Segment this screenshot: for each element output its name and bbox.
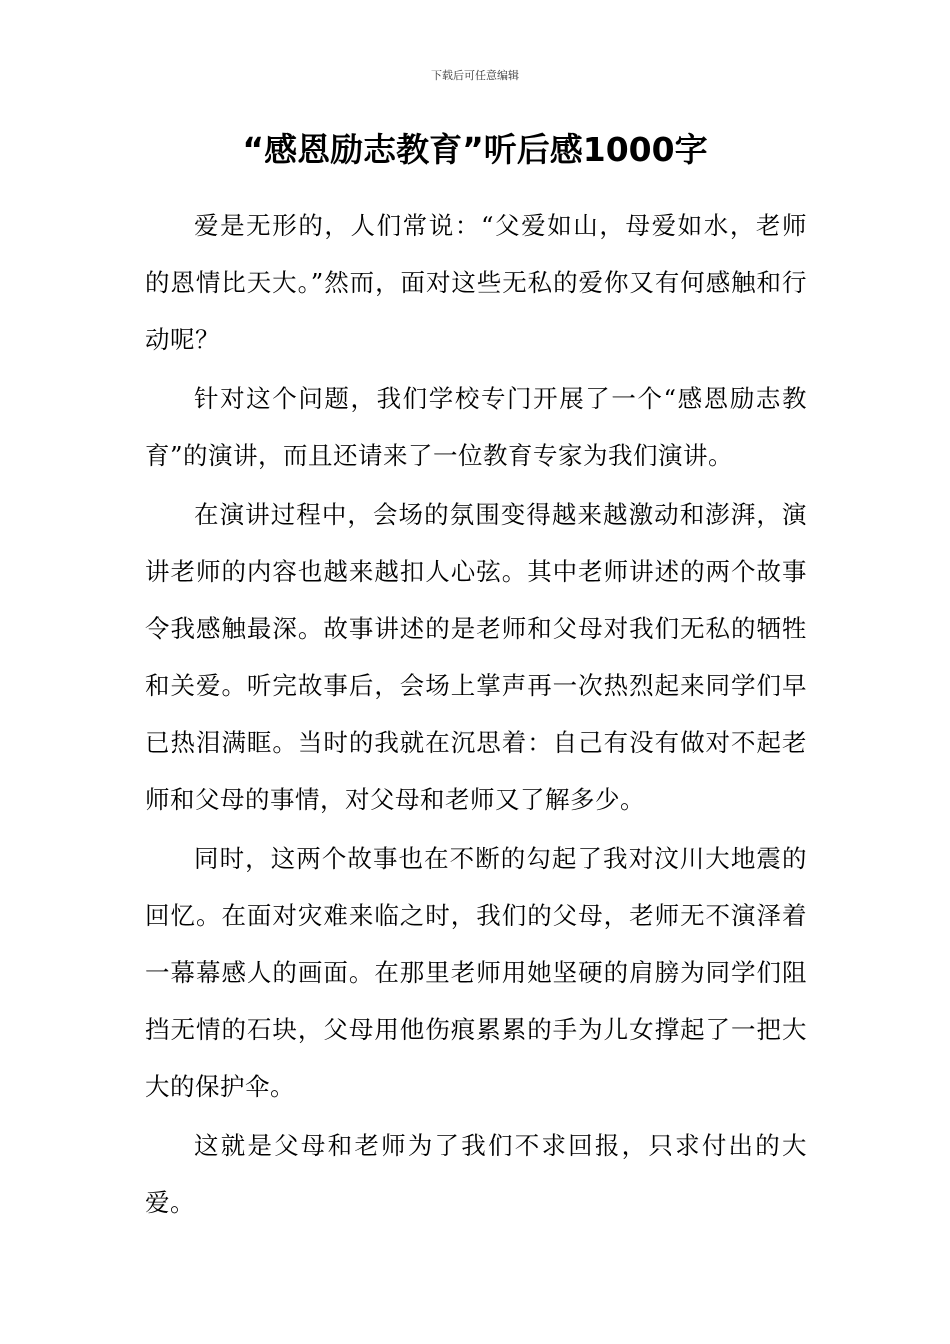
document-title: “感恩励志教育”听后感1000字 xyxy=(242,130,708,169)
header-note: 下载后可任意编辑 xyxy=(431,69,519,82)
paragraph-2: 针对这个问题，我们学校专门开展了一个“感恩励志教育”的演讲，而且还请来了一位教育专家为我们演讲。 xyxy=(145,384,807,470)
paragraph-1: 爱是无形的，人们常说：“父爱如山，母爱如水，老师的恩情比天大。”然而，面对这些无私的爱你又有何感触和行动呢？ xyxy=(145,211,807,354)
paragraph-5: 这就是父母和老师为了我们不求回报，只求付出的大爱。 xyxy=(145,1131,807,1217)
paragraph-4: 同时，这两个故事也在不断的勾起了我对汶川大地震的回忆。在面对灾难来临之时，我们的父母，老师无不演泽着一幕幕感人的画面。在那里老师用她坚硬的肩膀为同学们阻挡无情的石块，父母用他伤痕累累的手为儿女撑起了一把大大的保护伞。 xyxy=(145,844,807,1101)
document-body xyxy=(145,197,807,1233)
paragraph-3: 在演讲过程中，会场的氛围变得越来越激动和澎湃，演讲老师的内容也越来越扣人心弦。其中老师讲述的两个故事令我感触最深。故事讲述的是老师和父母对我们无私的牺牲和关爱。听完故事后，会场上掌声再一次热烈起来同学们早已热泪满眶。当时的我就在沉思着：自己有没有做对不起老师和父母的事情，对父母和老师又了解多少。 xyxy=(145,500,807,814)
